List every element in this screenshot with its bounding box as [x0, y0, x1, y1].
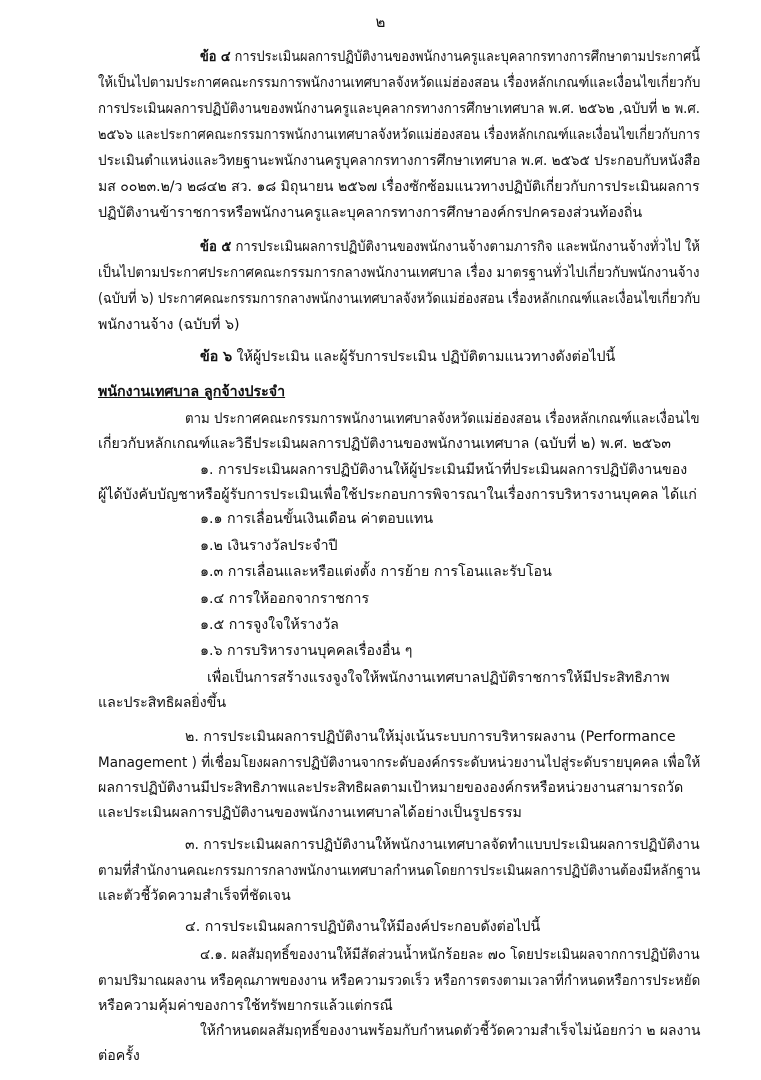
clause-6-text: ให้ผู้ประเมิน และผู้รับการประเมิน ปฏิบัติตามแนวทางดังต่อไปนี้: [232, 349, 616, 365]
item-4-sub-1: ๔.๑. ผลสัมฤทธิ์ของงานให้มีสัดส่วนน้ำหนักร้อยละ ๗๐ โดยประเมินผลจากการปฏิบัติงาน: [200, 947, 700, 963]
item-1-sub-1: ๑.๑ การเลื่อนขั้นเงินเดือน ค่าตอบแทน: [200, 511, 434, 527]
clause-6-line-1: [200, 348, 615, 366]
clause-4-line-1: [200, 48, 700, 66]
page-number: ๒: [375, 13, 386, 31]
item-1-sub-3: ๑.๓ การเลื่อนและหรือแต่งตั้ง การย้าย การโอนและรับโอน: [200, 564, 552, 580]
clause-4-text: การประเมินผลการปฏิบัติงานของพนักงานครูและบุคลากรทางการศึกษาตามประกาศนี้: [230, 49, 700, 65]
clause-6-label: ข้อ ๖: [200, 349, 233, 365]
item-3-line-2: ตามที่สำนักงานคณะกรรมการกลางพนักงานเทศบาลกำหนดโดยการประเมินผลการปฏิบัติงานต้องมีหลักฐาน: [98, 863, 701, 879]
clause-5-label: ข้อ ๕: [200, 239, 232, 255]
section-heading: พนักงานเทศบาล ลูกจ้างประจำ: [98, 384, 286, 400]
item-2-line-1: ๒. การประเมินผลการปฏิบัติงานให้มุ่งเน้นระบบการบริหารผลงาน (Performance: [185, 729, 676, 745]
item-2-line-2: Management ) ที่เชื่อมโยงผลการปฏิบัติงานจากระดับองค์กรระดับหน่วยงานไปสู่ระดับรายบุคคล เพื่อให้: [98, 755, 701, 771]
clause-4-line-3: การประเมินผลการปฏิบัติงานของพนักงานครูและบุคลากรทางการศึกษาเทศบาล พ.ศ. ๒๕๖๒ ,ฉบับที่ ๒ พ.ศ.: [98, 101, 701, 117]
item-1-conclusion-1: เพื่อเป็นการสร้างแรงจูงใจให้พนักงานเทศบาลปฏิบัติราชการให้มีประสิทธิภาพ: [207, 670, 670, 686]
item-2-line-3: ผลการปฏิบัติงานมีประสิทธิภาพและประสิทธิผลตามเป้าหมายขององค์กรหรือหน่วยงานสามารถวัด: [98, 780, 684, 796]
item-3-line-1: ๓. การประเมินผลการปฏิบัติงานให้พนักงานเทศบาลจัดทำแบบประเมินผลการปฏิบัติงาน: [185, 837, 700, 853]
item-4-sub-3: หรือความคุ้มค่าของการใช้ทรัพยากรแล้วแต่กรณี: [98, 998, 393, 1014]
intro-line-1: ตาม ประกาศคณะกรรมการพนักงานเทศบาลจังหวัดแม่ฮ่องสอน เรื่องหลักเกณฑ์และเงื่อนไข: [185, 411, 700, 427]
item-1-sub-5: ๑.๕ การจูงใจให้รางวัล: [200, 617, 339, 633]
item-4-sub-2: ตามปริมาณผลงาน หรือคุณภาพของงาน หรือความรวดเร็ว หรือการตรงตามเวลาที่กำหนดหรือการประหยัด: [98, 973, 701, 989]
item-4-sub-5: ต่อครั้ง: [98, 1048, 140, 1064]
clause-5-line-2: เป็นไปตามประกาศประกาศคณะกรรมการกลางพนักงานเทศบาล เรื่อง มาตรฐานทั่วไปเกี่ยวกับพนักงานจ้าง: [98, 265, 700, 281]
item-1-line-1: ๑. การประเมินผลการปฏิบัติงานให้ผู้ประเมินมีหน้าที่ประเมินผลการปฏิบัติงานของ: [200, 462, 688, 478]
clause-5-line-1: [200, 238, 700, 256]
item-2-line-4: และประเมินผลการปฏิบัติงานของพนักงานเทศบาลได้อย่างเป็นรูปธรรม: [98, 805, 522, 821]
item-3-line-3: และตัวชี้วัดความสำเร็จที่ชัดเจน: [98, 888, 291, 904]
item-1-line-2: ผู้ได้บังคับบัญชาหรือผู้รับการประเมินเพื่อใช้ประกอบการพิจารณาในเรื่องการบริหารงานบุคคล ได้แก่: [98, 487, 697, 503]
clause-4-line-2: ให้เป็นไปตามประกาศคณะกรรมการพนักงานเทศบาลจังหวัดแม่ฮ่องสอน เรื่องหลักเกณฑ์และเงื่อนไขเกี่ยวกับ: [98, 75, 701, 91]
clause-4-line-7: ปฏิบัติงานข้าราชการหรือพนักงานครูและบุคลากรทางการศึกษาองค์กรปกครองส่วนท้องถิ่น: [98, 205, 643, 221]
item-4-line-1: ๔. การประเมินผลการปฏิบัติงานให้มีองค์ประกอบดังต่อไปนี้: [185, 919, 541, 935]
item-1-sub-4: ๑.๔ การให้ออกจากราชการ: [200, 591, 370, 607]
item-4-sub-4: ให้กำหนดผลสัมฤทธิ์ของงานพร้อมกับกำหนดตัวชี้วัดความสำเร็จไม่น้อยกว่า ๒ ผลงาน: [200, 1023, 701, 1039]
clause-4-label: ข้อ ๔: [200, 49, 231, 65]
item-1-sub-2: ๑.๒ เงินรางวัลประจำปี: [200, 538, 338, 554]
clause-5-line-4: พนักงานจ้าง (ฉบับที่ ๖): [98, 317, 240, 333]
clause-4-line-5: ประเมินตำแหน่งและวิทยฐานะพนักงานครูบุคลากรทางการศึกษาเทศบาล พ.ศ. ๒๕๖๕ ประกอบกับหนังสือ: [98, 153, 701, 169]
clause-4-line-6: มส ๐๐๒๓.๒/ว ๒๘๔๒ สว. ๑๘ มิถุนายน ๒๕๖๗ เรื่องซักซ้อมแนวทางปฏิบัติเกี่ยวกับการประเมินผลการ: [98, 179, 700, 195]
clause-4-line-4: ๒๕๖๖ และประกาศคณะกรรมการพนักงานเทศบาลจังหวัดแม่ฮ่องสอน เรื่องหลักเกณฑ์และเงื่อนไขเกี่ยวกับการ: [98, 127, 701, 143]
clause-5-text: การประเมินผลการปฏิบัติงานของพนักงานจ้างตามภารกิจ และพนักงานจ้างทั่วไป ให้: [231, 239, 700, 255]
item-1-conclusion-2: และประสิทธิผลยิ่งขึ้น: [98, 695, 227, 711]
intro-line-2: เกี่ยวกับหลักเกณฑ์และวิธีประเมินผลการปฏิบัติงานของพนักงานเทศบาล (ฉบับที่ ๒) พ.ศ. ๒๕๖๓: [98, 436, 672, 452]
clause-5-line-3: (ฉบับที่ ๖) ประกาศคณะกรรมการกลางพนักงานเทศบาลจังหวัดแม่ฮ่องสอน เรื่องหลักเกณฑ์และเงื่อนไขเกี่ยวกับ: [98, 291, 701, 307]
item-1-sub-6: ๑.๖ การบริหารงานบุคคลเรื่องอื่น ๆ: [200, 643, 413, 659]
